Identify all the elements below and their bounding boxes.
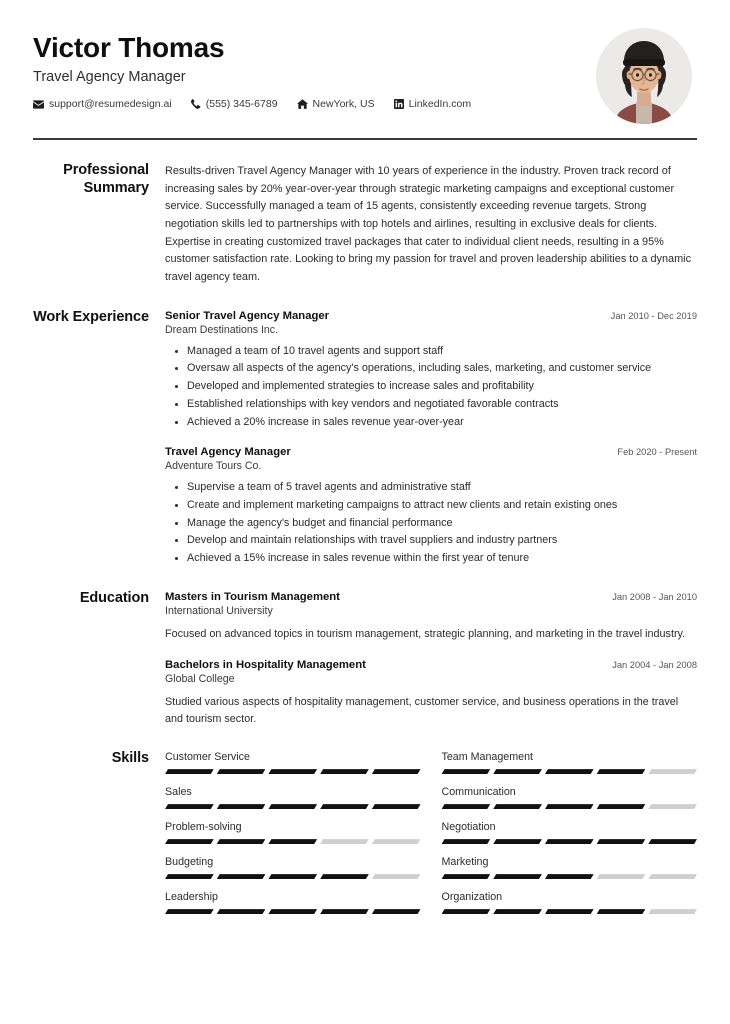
- skill-name: Leadership: [165, 891, 218, 904]
- skill-name: Team Management: [441, 751, 533, 764]
- skill-name: Organization: [441, 891, 503, 904]
- experience-entry: [165, 446, 697, 567]
- skill-item: [165, 786, 421, 809]
- experience-bullets: [165, 479, 697, 567]
- skill-rating-bar: [165, 839, 421, 844]
- list-item: Create and implement marketing campaigns to attract new clients and retain existing ones: [187, 497, 697, 514]
- header-divider: [33, 138, 697, 140]
- linkedin-icon: [394, 99, 404, 109]
- skill-rating-bar: [442, 769, 698, 774]
- section-label-summary: Professional Summary: [63, 162, 149, 196]
- skill-item: [165, 856, 421, 879]
- section-label-education: Education: [79, 589, 149, 606]
- profile-photo: [596, 28, 692, 124]
- education-date: Jan 2004 - Jan 2008: [612, 659, 697, 670]
- skill-rating-bar: [165, 874, 421, 879]
- experience-entry-header: [165, 446, 697, 458]
- skill-rating-segment: [597, 769, 646, 774]
- skill-rating-segment: [165, 909, 214, 914]
- skills-body: [165, 750, 697, 914]
- skill-rating-segment: [165, 804, 214, 809]
- job-title: Travel Agency Manager: [33, 69, 186, 86]
- education-description: Focused on advanced topics in tourism management, strategic planning, and marketing in the travel industry.: [165, 627, 686, 640]
- skill-item: [165, 751, 421, 774]
- contact-list: [33, 98, 471, 110]
- section-label-experience: Work Experience: [33, 308, 149, 325]
- list-item: Develop and maintain relationships with travel suppliers and industry partners: [187, 532, 697, 549]
- skill-rating-segment: [648, 839, 697, 844]
- skill-rating-segment: [442, 839, 491, 844]
- skill-rating-segment: [217, 804, 266, 809]
- phone-icon: [191, 99, 201, 109]
- contact-location[interactable]: [297, 98, 375, 110]
- skill-rating-segment: [217, 839, 266, 844]
- education-body: [165, 590, 697, 728]
- skill-rating-segment: [648, 874, 697, 879]
- skill-item: [442, 856, 698, 879]
- experience-bullets: [165, 343, 697, 431]
- list-item: Achieved a 20% increase in sales revenue year-over-year: [187, 414, 697, 431]
- section-work-experience: [0, 309, 730, 568]
- experience-entry-header: [165, 310, 697, 322]
- skill-rating-segment: [320, 769, 369, 774]
- skill-rating-segment: [493, 909, 542, 914]
- skill-name: Sales: [165, 786, 192, 799]
- skill-name: Negotiation: [441, 821, 496, 834]
- skill-name: Problem-solving: [165, 821, 242, 834]
- section-skills: [0, 750, 730, 914]
- skill-rating-segment: [372, 874, 421, 879]
- skill-rating-segment: [372, 804, 421, 809]
- home-icon: [297, 99, 308, 109]
- experience-date: Feb 2020 - Present: [617, 447, 697, 458]
- skill-rating-segment: [442, 874, 491, 879]
- list-item: Supervise a team of 5 travel agents and administrative staff: [187, 479, 697, 496]
- skill-name: Communication: [441, 786, 516, 799]
- section-education: [0, 590, 730, 728]
- header-text-block: [33, 28, 471, 110]
- skill-rating-segment: [165, 874, 214, 879]
- skill-rating-segment: [597, 874, 646, 879]
- section-label-skills: Skills: [111, 750, 149, 767]
- resume-header: [0, 0, 730, 124]
- contact-phone-label: (555) 345-6789: [205, 98, 278, 111]
- experience-entry: [165, 310, 697, 431]
- skill-rating-segment: [268, 804, 317, 809]
- education-institution: International University: [165, 604, 273, 617]
- skill-rating-segment: [442, 769, 491, 774]
- summary-body: [165, 162, 697, 287]
- skill-rating-segment: [268, 769, 317, 774]
- skill-name: Budgeting: [165, 856, 214, 869]
- skill-rating-bar: [442, 804, 698, 809]
- list-item: Developed and implemented strategies to increase sales and profitability: [187, 378, 697, 395]
- skill-item: [442, 891, 698, 914]
- skill-rating-segment: [268, 909, 317, 914]
- skill-name: Marketing: [441, 856, 489, 869]
- skill-rating-segment: [165, 839, 214, 844]
- contact-email-label: support@resumedesign.ai: [49, 98, 172, 111]
- skill-rating-segment: [648, 769, 697, 774]
- contact-linkedin-label: LinkedIn.com: [408, 98, 472, 111]
- list-item: Managed a team of 10 travel agents and support staff: [187, 343, 697, 360]
- skill-rating-segment: [372, 909, 421, 914]
- experience-date: Jan 2010 - Dec 2019: [610, 310, 697, 321]
- contact-location-label: NewYork, US: [312, 98, 375, 111]
- skill-rating-segment: [268, 839, 317, 844]
- skill-rating-segment: [493, 874, 542, 879]
- skill-rating-bar: [165, 909, 421, 914]
- skill-rating-bar: [442, 839, 698, 844]
- skill-rating-segment: [493, 804, 542, 809]
- section-professional-summary: [0, 162, 730, 287]
- skill-rating-segment: [372, 769, 421, 774]
- page-title: Victor Thomas: [33, 32, 225, 63]
- avatar: [596, 28, 692, 124]
- skill-item: [442, 786, 698, 809]
- skill-rating-segment: [597, 839, 646, 844]
- skill-rating-segment: [320, 839, 369, 844]
- skill-rating-segment: [597, 909, 646, 914]
- education-entry: [165, 591, 697, 643]
- skill-item: [442, 751, 698, 774]
- skill-rating-segment: [545, 874, 594, 879]
- skill-rating-segment: [493, 769, 542, 774]
- experience-company: Dream Destinations Inc.: [165, 323, 279, 336]
- contact-linkedin[interactable]: [394, 98, 471, 110]
- experience-job-title: Senior Travel Agency Manager: [165, 309, 330, 322]
- skill-rating-bar: [165, 769, 421, 774]
- experience-job-title: Travel Agency Manager: [165, 446, 291, 459]
- experience-company: Adventure Tours Co.: [165, 460, 262, 473]
- skill-rating-segment: [217, 909, 266, 914]
- skill-rating-segment: [545, 909, 594, 914]
- skill-item: [165, 891, 421, 914]
- skill-rating-segment: [545, 804, 594, 809]
- skill-name: Customer Service: [165, 751, 250, 764]
- list-item: Oversaw all aspects of the agency's operations, including sales, marketing, and customer service: [187, 360, 697, 377]
- skill-rating-segment: [320, 874, 369, 879]
- contact-email[interactable]: [33, 98, 172, 110]
- education-institution: Global College: [165, 672, 235, 685]
- envelope-icon: [33, 100, 44, 109]
- skill-rating-segment: [545, 839, 594, 844]
- skill-rating-segment: [545, 769, 594, 774]
- skill-rating-bar: [165, 804, 421, 809]
- skill-rating-segment: [217, 874, 266, 879]
- skill-item: [442, 821, 698, 844]
- skill-rating-segment: [320, 804, 369, 809]
- skill-rating-segment: [597, 804, 646, 809]
- education-entry-header: [165, 659, 697, 671]
- education-degree: Masters in Tourism Management: [165, 590, 340, 603]
- skill-rating-segment: [648, 909, 697, 914]
- skill-rating-bar: [442, 874, 698, 879]
- skill-rating-segment: [268, 874, 317, 879]
- skill-rating-bar: [442, 909, 698, 914]
- list-item: Achieved a 15% increase in sales revenue within the first year of tenure: [187, 550, 697, 567]
- education-degree: Bachelors in Hospitality Management: [165, 658, 366, 671]
- skill-item: [165, 821, 421, 844]
- education-description: Studied various aspects of hospitality management, customer service, and business operations in the travel and tourism sector.: [165, 695, 679, 726]
- skill-rating-segment: [648, 804, 697, 809]
- contact-phone[interactable]: [191, 98, 278, 110]
- skill-rating-segment: [165, 769, 214, 774]
- list-item: Established relationships with key vendors and negotiated favorable contracts: [187, 396, 697, 413]
- skill-rating-segment: [217, 769, 266, 774]
- skill-rating-segment: [442, 804, 491, 809]
- list-item: Manage the agency's budget and financial performance: [187, 515, 697, 532]
- education-date: Jan 2008 - Jan 2010: [612, 591, 697, 602]
- skill-rating-segment: [493, 839, 542, 844]
- skills-grid: [165, 751, 697, 914]
- skill-rating-segment: [320, 909, 369, 914]
- education-entry-header: [165, 591, 697, 603]
- education-entry: [165, 659, 697, 728]
- summary-text: Results-driven Travel Agency Manager with 10 years of experience in the industry. Proven track record of increasing sales by 20% year-over-year through strategic marketing campaigns and exceptional customer service. Successfully managed a team of 15 agents, consistently exceeding revenue targets. Strong negotiation skills led to partnerships with top hotels and airlines, resulting in exclusive deals for clients. Expertise in creating customized travel packages that cater to individual client needs, resulting in a 95% customer satisfaction rate. Looking to bring my passion for travel and proven leadership abilities to a dynamic travel agency team.: [165, 165, 692, 283]
- skill-rating-segment: [372, 839, 421, 844]
- skill-rating-segment: [442, 909, 491, 914]
- experience-body: [165, 309, 697, 568]
